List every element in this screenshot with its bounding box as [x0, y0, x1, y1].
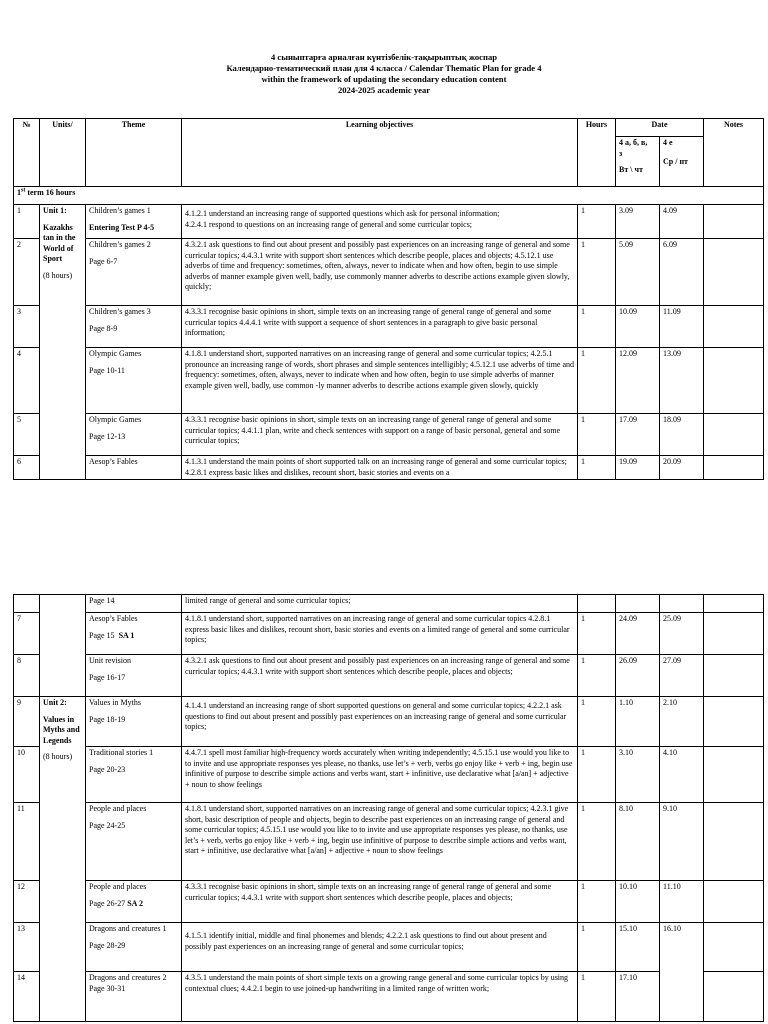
- table-row: 8 Unit revision Page 16-17 4.3.2.1 ask questions to find out about present and possibly past experiences on an increasing range of general and some curricular topics; 4.4.3.1 write with support short sentences which describe people, places and objects; 1 26.09 27.09: [14, 655, 764, 697]
- header-date: Date: [616, 119, 704, 137]
- header-theme: Theme: [86, 119, 182, 187]
- table-row: 11 People and places Page 24-25 4.1.8.1 understand short, supported narratives on an increasing range of general and some curricular topics; 4.2.3.1 give short, basic description of people and objects, begin to describe past experiences on an increasing range of general and some curricular topics; 4.5.15.1 use would you like to to invite and use appropriate responses yes please, no thanks, use let’s + verb, verbs go enjoy like + verb + ing, begin use infinitive of purpose to describe simple actions and verbs want, start + infinitive, use declarative what [a/an] + adjective + noun to show feelings 1 8.10 9.10: [14, 803, 764, 881]
- table-row: 4 Olympic Games Page 10-11 4.1.8.1 understand short, supported narratives on an increasing range of general and some curricular topics; 4.2.5.1 pronounce an increasing range of words, short phrases and simple sentences intelligibly; 4.5.12.1 use adverbs of time and frequency: sometimes, often, always, never to indicate when and how often, begin to use simple adverbs of manner example given well, badly, use common -ly manner adverbs to describe actions example given slowly, quickly 1 12.09 13.09: [14, 348, 764, 414]
- term-heading: 1st term 16 hours: [14, 187, 764, 205]
- header-notes: Notes: [704, 119, 764, 187]
- header-hours: Hours: [578, 119, 616, 187]
- table-row: 6 Aesop’s Fables 4.1.3.1 understand the main points of short supported talk on an increasing range of general and some curricular topics; 4.2.8.1 express basic likes and dislikes, recount short, basic stories and events on a 1 19.09 20.09: [14, 456, 764, 480]
- header-units: Units/: [40, 119, 86, 187]
- plan-table-page1: [13, 118, 764, 480]
- plan-table-page2: [13, 594, 764, 1022]
- unit-1-cell: Unit 1: Kazakhs tan in the World of Sport (8 hours): [40, 205, 86, 480]
- table-row: 2 Children’s games 2 Page 6-7 4.3.2.1 ask questions to find out about present and possibly past experiences on an increasing range of general and some curricular topics; 4.4.3.1 write with support short sentences which describe people, places and objects; 4.5.12.1 use adverbs of time and frequency: sometimes, often, always, never to indicate when and how often, begin to use simple adverbs of manner example given well, badly, use commonly manner adverbs to describe actions example given slowly, quickly; 1 5.09 6.09: [14, 239, 764, 306]
- title-line-russian-english: Календарно-тематический план для 4 класса / Calendar Thematic Plan for grade 4: [226, 63, 542, 73]
- table-row: 5 Olympic Games Page 12-13 4.3.3.1 recognise basic opinions in short, simple texts on an increasing range of general range of general and some curricular topics; 4.4.1.1 plan, write and check sentences with support on a range of basic personal, general and some curricular topics; 1 17.09 18.09: [14, 414, 764, 456]
- table-row: 3 Children’s games 3 Page 8-9 4.3.3.1 recognise basic opinions in short, simple texts on an increasing range of general range of general and some curricular topics 4.4.4.1 write with support a sequence of short sentences in a paragraph to give basic personal information; 1 10.09 11.09: [14, 306, 764, 348]
- table-row: 14 Dragons and creatures 2 Page 30-31 4.3.5.1 understand the main points of short simple texts on a growing range general and some curricular topics by using contextual clues; 4.4.2.1 begin to use joined-up handwriting in a limited range of written work; 1 17.10: [14, 972, 764, 1022]
- document-title: [0, 52, 768, 96]
- table-row: 7 Aesop’s Fables Page 15 SA 1 4.1.8.1 understand short, supported narratives on an increasing range of general and some curricular topics 4.2.8.1 express basic likes and dislikes, recount short, basic stories and events on a limited range of general and some curricular topics; 1 24.09 25.09: [14, 613, 764, 655]
- table-row: 12 People and places Page 26-27 SA 2 4.3.3.1 recognise basic opinions in short, simple texts on an increasing range of general range of general and some curricular topics; 4.4.3.1 write with support short sentences which describe people, places and objects; 1 10.10 11.10: [14, 881, 764, 923]
- header-date-group1: 4 а, б, в, з Вт \ чт: [616, 137, 660, 187]
- table-row: 10 Traditional stories 1 Page 20-23 4.4.7.1 spell most familiar high-frequency words accurately when writing independently; 4.5.15.1 use would you like to to invite and use appropriate responses yes please, no thanks, use let’s + verb, verbs go enjoy like + verb + ing, begin use infinitive of purpose to describe simple actions and verbs want, start + infinitive, use declarative what [a/an] + adjective + noun to show feelings 1 3.10 4.10: [14, 747, 764, 803]
- header-objectives: Learning objectives: [182, 119, 578, 187]
- table-row: 9 Unit 2: Values in Myths and Legends (8 hours) Values in Myths Page 18-19 4.1.4.1 understand an increasing range of short supported questions on general and some curricular topics; 4.2.2.1 ask questions to find out about present and possibly past experiences on an increasing range of general and some curricular topics; 1 1.10 2.10: [14, 697, 764, 747]
- unit-2-cell: Unit 2: Values in Myths and Legends (8 hours): [40, 697, 86, 1022]
- table-row: 1 Unit 1: Kazakhs tan in the World of Sport (8 hours) Children’s games 1 Entering Test P 4-5 4.1.2.1 understand an increasing range of supported questions which ask for personal information; 4.2.4.1 respond to questions on an increasing range of general and some curricular topics; 1 3.09 4.09: [14, 205, 764, 239]
- header-date-group2: 4 е Ср / пт: [660, 137, 704, 187]
- table-row: Page 14 limited range of general and some curricular topics;: [14, 595, 764, 613]
- header-number: №: [14, 119, 40, 187]
- table-row: 13 Dragons and creatures 1 Page 28-29 4.1.5.1 identify initial, middle and final phonemes and blends; 4.2.2.1 ask questions to find out about present and possibly past experiences on an increasing range of general and some curricular topics; 1 15.10 16.10: [14, 923, 764, 972]
- title-line-framework: within the framework of updating the secondary education content: [261, 74, 507, 84]
- title-line-year: 2024-2025 academic year: [337, 85, 431, 95]
- title-line-kazakh: 4 сыныптарға арналған күнтізбелік-тақырыптық жоспар: [270, 52, 498, 62]
